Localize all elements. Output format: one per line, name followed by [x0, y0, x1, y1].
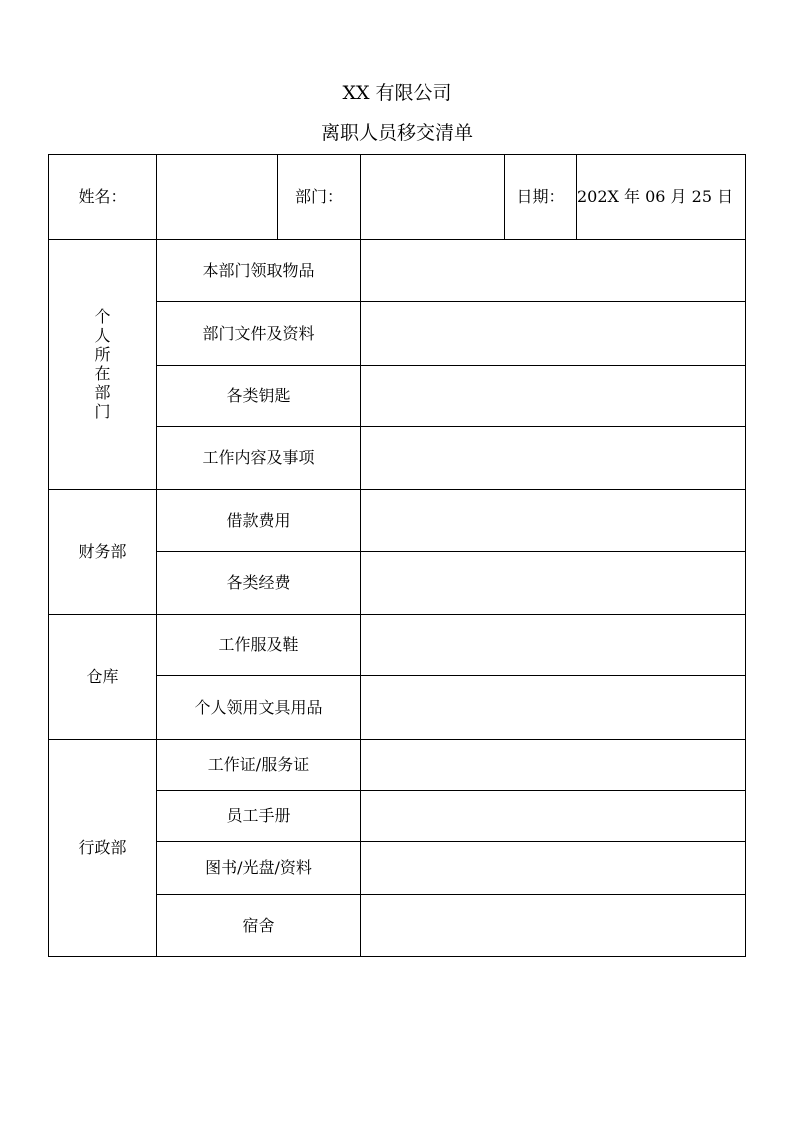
item-label: 工作内容及事项 — [157, 427, 361, 490]
department-label: 部门： — [278, 155, 361, 240]
item-label: 部门文件及资料 — [157, 302, 361, 366]
company-name: XX 有限公司 — [342, 82, 452, 104]
item-value-field[interactable] — [361, 552, 746, 615]
table-row — [49, 615, 746, 676]
date-field[interactable]: 202X 年 06 月 25 日 — [577, 155, 746, 240]
item-label: 各类经费 — [157, 552, 361, 615]
item-label: 图书/光盘/资料 — [157, 842, 361, 895]
item-value-field[interactable] — [361, 842, 746, 895]
table-row — [49, 240, 746, 302]
item-label: 工作服及鞋 — [157, 615, 361, 676]
item-value-field[interactable] — [361, 615, 746, 676]
form-title: 离职人员移交清单 — [320, 122, 473, 144]
item-label: 员工手册 — [157, 791, 361, 842]
item-value-field[interactable] — [361, 791, 746, 842]
item-label: 工作证/服务证 — [157, 740, 361, 791]
handover-table — [48, 154, 746, 957]
item-value-field[interactable] — [361, 895, 746, 957]
item-value-field[interactable] — [361, 427, 746, 490]
section-warehouse: 仓库 — [49, 615, 157, 740]
item-value-field[interactable] — [361, 676, 746, 740]
table-row — [49, 740, 746, 791]
item-value-field[interactable] — [361, 366, 746, 427]
section-finance: 财务部 — [49, 490, 157, 615]
department-field[interactable] — [361, 155, 505, 240]
name-field[interactable] — [157, 155, 278, 240]
item-value-field[interactable] — [361, 240, 746, 302]
date-label: 日期： — [505, 155, 577, 240]
section-own-department-label: 个人所在部门 — [94, 306, 111, 421]
item-label: 各类钥匙 — [157, 366, 361, 427]
item-value-field[interactable] — [361, 740, 746, 791]
item-label: 个人领用文具用品 — [157, 676, 361, 740]
item-label: 本部门领取物品 — [157, 240, 361, 302]
section-administration: 行政部 — [49, 740, 157, 957]
item-label: 宿舍 — [157, 895, 361, 957]
table-row — [49, 490, 746, 552]
section-own-department — [49, 240, 157, 490]
item-label: 借款费用 — [157, 490, 361, 552]
item-value-field[interactable] — [361, 490, 746, 552]
item-value-field[interactable] — [361, 302, 746, 366]
header-row — [49, 155, 746, 240]
name-label: 姓名： — [49, 155, 157, 240]
